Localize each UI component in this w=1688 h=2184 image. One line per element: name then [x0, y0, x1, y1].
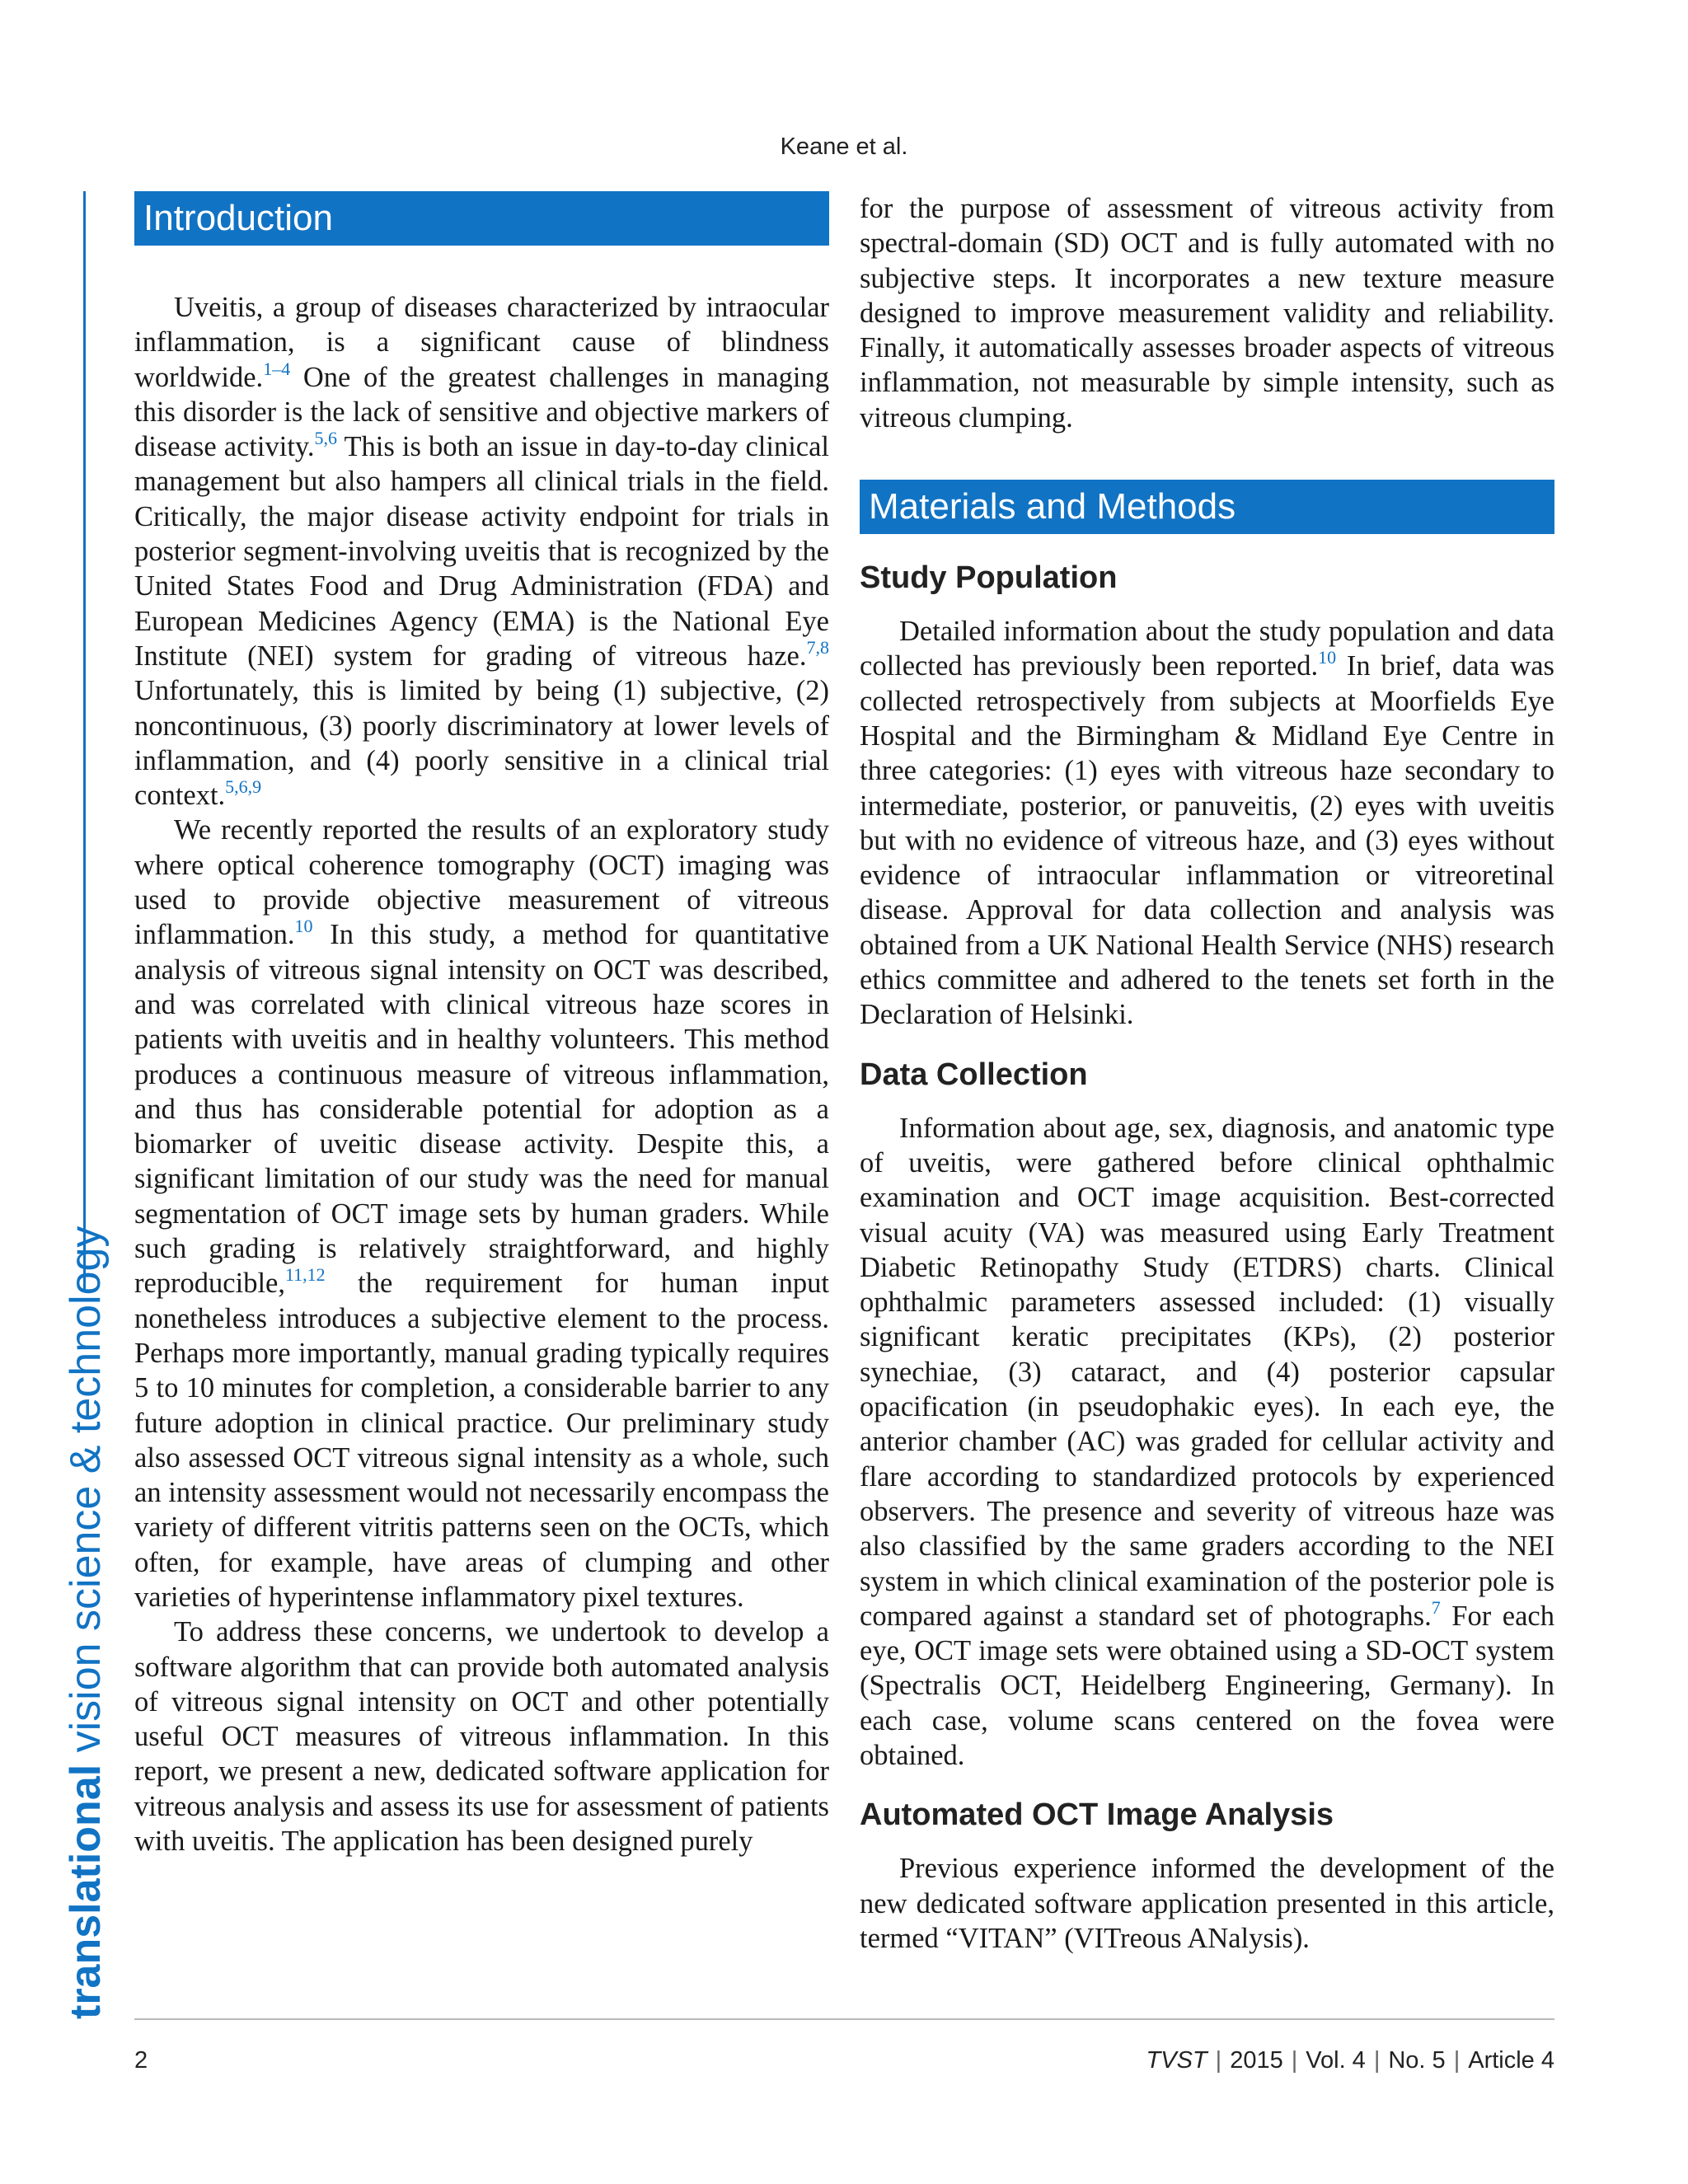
citation[interactable]: 5,6,9: [225, 776, 262, 798]
left-column: [134, 191, 829, 1858]
citation[interactable]: 10: [294, 916, 313, 937]
journal-name: TVST: [1146, 2047, 1207, 2074]
side-label-rest: vision science & technology: [62, 1226, 110, 1765]
page-number: 2: [134, 2047, 148, 2074]
intro-paragraph-1: Uveitis, a group of diseases characterized by intraocular inflammation, is a significant cause of blindness worldwide.$^{1-4}$ One of the greatest challenges in managing this disorder is the lack of sensitive and objective markers of disease activity.$^{5,6}$ This is both an issue in day-to-day clinical management but also hampers all clinical trials in the field. Critically, the major disease activity endpoint for trials in posterior segment-involving uveitis that is recognized by the United States Food and Drug Administration (FDA) and European Medicines Agency (EMA) is the National Eye Institute (NEI) system for grading of vitreous haze.$^{7,8}$ Unfortunately, this is limited by being (1) subjective, (2) noncontinuous, (3) poorly discriminatory at lower levels of inflammation, and (4) poorly sensitive in a clinical trial context.$^{5,6,9}$: [134, 292, 829, 812]
citation[interactable]: 7,8: [806, 636, 829, 658]
journal-citation: TVST | 2015 | Vol. 4 | No. 5 | Article 4: [1146, 2047, 1554, 2074]
section-heading-introduction: Introduction: [134, 191, 829, 246]
journal-side-label: [59, 1187, 112, 2019]
journal-volume: Vol. 4: [1306, 2047, 1366, 2074]
subheading-automated-oct: Automated OCT Image Analysis: [860, 1797, 1334, 1833]
intro-paragraph-3-continued: for the purpose of assessment of vitreous activity from spectral-domain (SD) OCT and is fully automated with no subjective steps. It incorporates a new texture measure designed to improve measurement validity and reliability. Finally, it automatically assesses broader aspects of vitreous inflammation, not measurable by simple intensity, such as vitreous clumping.: [860, 193, 1554, 434]
journal-year: 2015: [1230, 2047, 1283, 2074]
running-head: Keane et al.: [780, 134, 908, 160]
citation[interactable]: 1–4: [263, 358, 291, 379]
data-collection-paragraph: Information about age, sex, diagnosis, and anatomic type of uveitis, were gathered before clinical ophthalmic examination and OCT image acquisition. Best-corrected visual acuity (VA) was measured using Early Treatment Diabetic Retinopathy Study (ETDRS) charts. Clinical ophthalmic parameters assessed included: (1) visually significant keratic precipitates (KPs), (2) posterior synechiae, (3) cataract, and (4) posterior capsular opacification (in pseudophakic eyes). In each eye, the anterior chamber (AC) was graded for cellular activity and flare according to standardized protocols by experienced observers. The presence and severity of vitreous haze was also classified by the same graders according to the NEI system in which clinical examination of the posterior pole is compared against a standard set of photographs.$^7$ For each eye, OCT image sets were obtained using a SD-OCT system (Spectralis OCT, Heidelberg Engineering, Germany). In each case, volume scans centered on the fovea were obtained.: [860, 1112, 1554, 1771]
citation[interactable]: 10: [1318, 647, 1337, 668]
citation[interactable]: 7: [1431, 1596, 1441, 1618]
side-accent-rule: [83, 191, 86, 1291]
intro-paragraph-2: We recently reported the results of an exploratory study where optical coherence tomography (OCT) imaging was used to provide objective measurement of vitreous inflammation.$^{10}$ In this study, a method for quantitative analysis of vitreous signal intensity on OCT was described, and was correlated with clinical vitreous haze scores in patients with uveitis and in healthy volunteers. This method produces a continuous measure of vitreous inflammation, and thus has considerable potential for adoption as a biomarker of uveitic disease activity. Despite this, a significant limitation of our study was the need for manual segmentation of OCT image sets by human graders. While such grading is relatively straightforward, and highly reproducible,$^{11,12}$ the requirement for human input nonetheless introduces a subjective element to the process. Perhaps more importantly, manual grading typically requires 5 to 10 minutes for completion, a considerable barrier to any future adoption in clinical practice. Our preliminary study also assessed OCT vitreous signal intensity as a whole, such an intensity assessment would not necessarily encompass the variety of different vitritis patterns seen on the OCTs, which often, for example, have areas of clumping and other varieties of hyperintense inflammatory pixel textures.: [134, 814, 829, 1613]
side-label-bold: translational: [62, 1764, 110, 2019]
subheading-data-collection: Data Collection: [860, 1057, 1088, 1092]
citation[interactable]: 5,6: [314, 428, 338, 449]
footer-rule: [134, 2018, 1554, 2020]
journal-issue: No. 5: [1388, 2047, 1446, 2074]
section-heading-materials-methods: Materials and Methods: [860, 480, 1554, 534]
automated-oct-paragraph: Previous experience informed the development of the new dedicated software application presented in this article, termed “VITAN” (VITreous ANalysis).: [860, 1853, 1554, 1954]
intro-paragraph-3: To address these concerns, we undertook to develop a software algorithm that can provide both automated analysis of vitreous signal intensity on OCT and other potentially useful OCT measures of vitreous inflammation. In this report, we present a new, dedicated software application for vitreous analysis and assess its use for assessment of patients with uveitis. The application has been designed purely: [134, 1616, 829, 1858]
journal-article: Article 4: [1468, 2047, 1554, 2074]
citation[interactable]: 11,12: [284, 1264, 326, 1286]
right-column: [860, 191, 1554, 1956]
study-population-paragraph: Detailed information about the study population and data collected has previously been reported.$^{10}$ In brief, data was collected retrospectively from subjects at Moorfields Eye Hospital and the Birmingham & Midland Eye Centre in three categories: (1) eyes with vitreous haze secondary to intermediate, posterior, or panuveitis, (2) eyes with uveitis but with no evidence of vitreous haze, and (3) eyes without evidence of intraocular inflammation or vitreoretinal disease. Approval for data collection and analysis was obtained from a UK National Health Service (NHS) research ethics committee and adhered to the tenets set forth in the Declaration of Helsinki.: [860, 616, 1554, 1031]
subheading-study-population: Study Population: [860, 560, 1118, 596]
